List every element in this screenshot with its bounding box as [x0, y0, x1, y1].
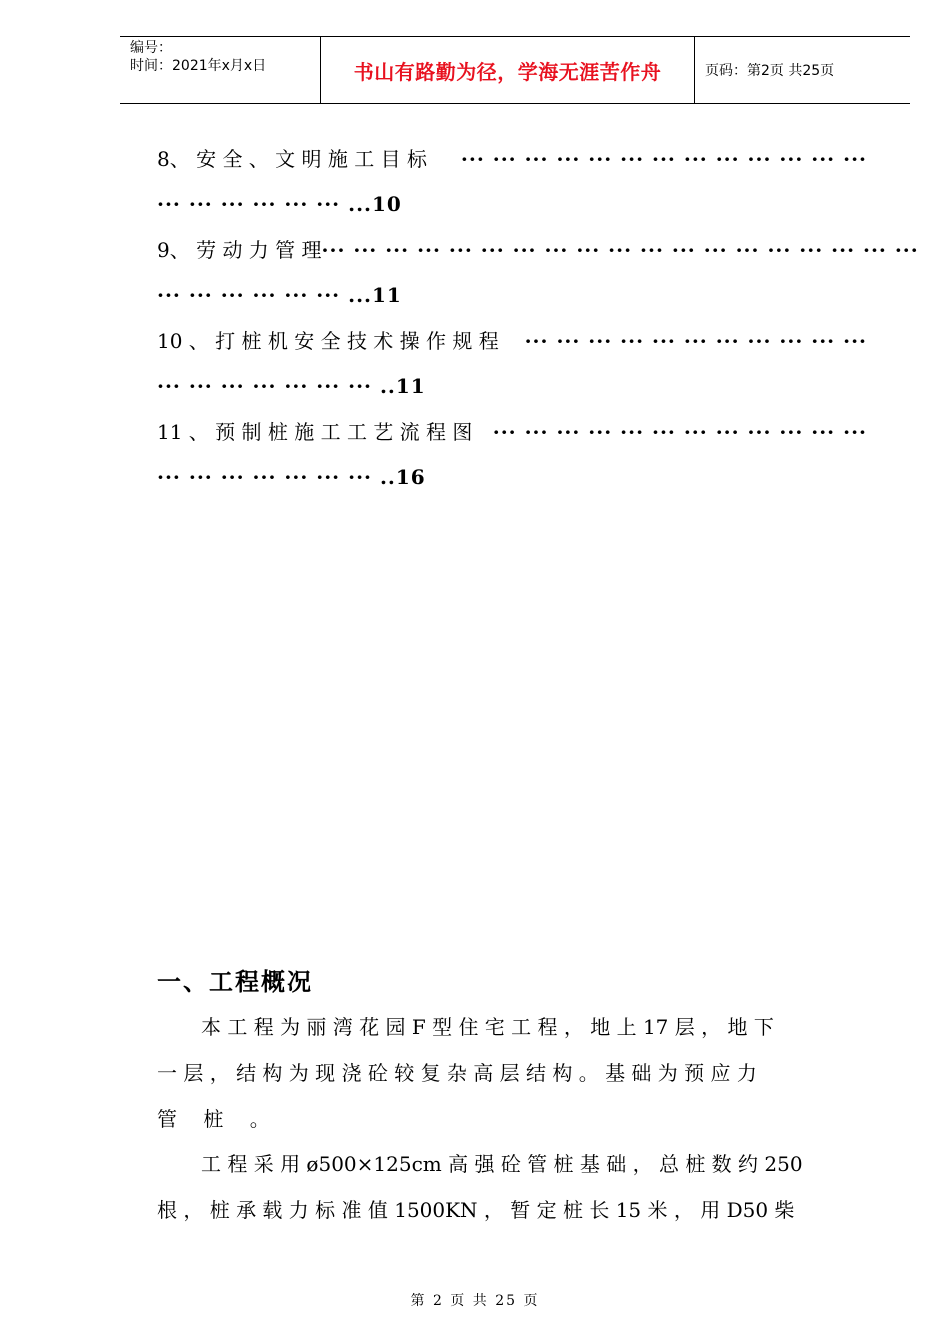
toc-entry-label: 10 、 打 桩 机 安 全 技 术 操 作 规 程	[157, 329, 499, 353]
section-heading: 一、工程概况	[157, 968, 313, 996]
paragraph-line: 工 程 采 用 ø500×125cm 高 强 砼 管 桩 基 础 ， 总 桩 数 约 250	[201, 1152, 803, 1176]
paragraph-line: 管 桩 。	[157, 1107, 280, 1131]
toc-entry-label: 9、 劳 动 力 管 理	[157, 238, 322, 262]
header-motto: 书山有路勤为径，学海无涯苦作舟	[321, 37, 695, 103]
toc-leader-dots: ··· ··· ··· ··· ··· ··· ··· ··· ··· ··· ··· ··· ··· ··· ··· ··· ··· ··· ···	[321, 238, 919, 262]
time-label: 时间：2021年x月x日	[130, 58, 267, 74]
paragraph-line: 本 工 程 为 丽 湾 花 园 F 型 住 宅 工 程 ， 地 上 17 层 ， 地 下	[201, 1015, 774, 1039]
toc-entry-label: 11 、 预 制 桩 施 工 工 艺 流 程 图	[157, 420, 473, 444]
table-of-contents	[157, 140, 919, 504]
toc-entry[interactable]	[157, 322, 867, 413]
toc-leader-dots: ··· ··· ··· ··· ··· ··· ···	[157, 465, 380, 489]
toc-leader-dots: ··· ··· ··· ··· ··· ···	[157, 192, 349, 216]
header-page-info: 页码：第2页 共25页	[705, 63, 835, 79]
toc-leader-dots: ··· ··· ··· ··· ··· ··· ··· ··· ··· ··· ··· ···	[492, 420, 867, 444]
toc-page-number: ..11	[379, 374, 426, 398]
toc-entry[interactable]	[157, 140, 867, 231]
page-footer: 第 2 页 共 25 页	[410, 1293, 540, 1309]
paragraph-line: 一 层 ， 结 构 为 现 浇 砼 较 复 杂 高 层 结 构 。 基 础 为 预 应 力	[157, 1061, 757, 1085]
toc-page-number: ...10	[348, 192, 402, 216]
paragraph-line: 根 ， 桩 承 载 力 标 准 值 1500KN ， 暂 定 桩 长 15 米 ， 用 D50 柴	[157, 1198, 795, 1222]
toc-leader-dots: ··· ··· ··· ··· ··· ··· ···	[157, 374, 380, 398]
toc-entry[interactable]	[157, 231, 919, 322]
toc-leader-dots: ··· ··· ··· ··· ··· ···	[157, 283, 349, 307]
toc-leader-dots: ··· ··· ··· ··· ··· ··· ··· ··· ··· ··· ···	[524, 329, 867, 353]
toc-entry-label: 8、 安 全 、 文 明 施 工 目 标	[157, 147, 427, 171]
toc-entry[interactable]	[157, 413, 867, 504]
paragraph-overview	[157, 1004, 867, 1142]
toc-page-number: ...11	[348, 283, 402, 307]
toc-page-number: ..16	[379, 465, 426, 489]
paragraph-foundation	[157, 1141, 867, 1233]
number-label: 编号：	[130, 40, 172, 56]
header-meta	[120, 37, 321, 103]
toc-leader-dots: ··· ··· ··· ··· ··· ··· ··· ··· ··· ··· ··· ··· ···	[460, 147, 867, 171]
page-header	[120, 36, 910, 104]
